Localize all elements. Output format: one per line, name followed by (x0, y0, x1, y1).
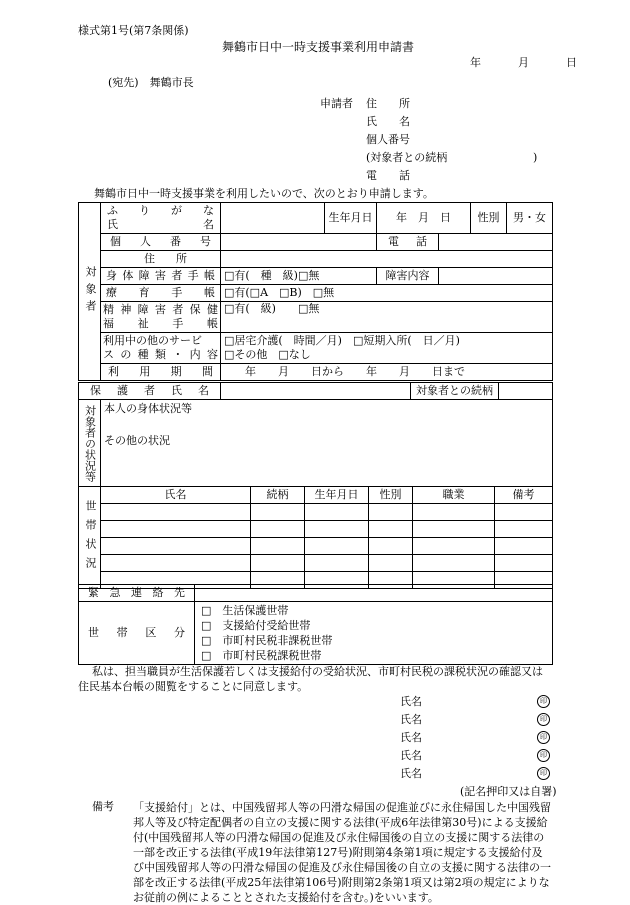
date-fields (470, 56, 577, 70)
signature-note: (記名押印又は自署) (460, 785, 557, 798)
date-year: 年 (470, 56, 481, 69)
applicant-label: 申請者 (320, 97, 353, 110)
applicant-relation-label: (対象者との続柄 (366, 151, 448, 164)
birthdate-label: 生年月日 (325, 203, 377, 234)
category-options[interactable] (195, 602, 553, 665)
stamp-icon: 印 (537, 695, 550, 708)
target-phone-label: 電 話 (377, 234, 439, 251)
table-row (79, 521, 553, 538)
guardian-relation-label: 対象者との続柄 (411, 383, 499, 400)
stamp-icon: 印 (537, 731, 550, 744)
physical-cert-label: 身 体 障 害 者 手 帳 (101, 268, 221, 285)
mental-cert-value[interactable]: □有( 級) □無 (221, 302, 553, 333)
other-service-value[interactable]: □居宅介護( 時間／月) □短期入所( 日／月) □その他 □なし (221, 333, 553, 364)
category-option-welfare[interactable]: □ 生活保護世帯 (201, 604, 289, 617)
household-header-occupation: 職業 (413, 487, 495, 504)
form-number: 様式第1号(第7条関係) (78, 24, 189, 37)
household-header-remarks: 備考 (495, 487, 553, 504)
condition-table (78, 399, 553, 487)
remarks-label: 備考 (92, 800, 114, 813)
household-header-relation: 続柄 (251, 487, 305, 504)
personal-number-label: 個 人 番 号 (101, 234, 221, 251)
date-day: 日 (566, 56, 577, 69)
household-table (78, 486, 553, 589)
ryoiku-value[interactable]: □有(□A □B) □無 (221, 285, 553, 302)
signature-row[interactable]: 氏名 印 (400, 767, 550, 781)
guardian-table (78, 382, 553, 400)
mental-cert-label: 精 神 障 害 者 保 健 福 祉 手 帳 (101, 302, 221, 333)
category-option-nontaxable[interactable]: □ 市町村民税非課税世帯 (201, 634, 333, 647)
target-phone-field[interactable] (439, 234, 553, 251)
condition-side-label: 対象者の状況等 (79, 400, 101, 487)
remarks-text: 「支援給付」とは、中国残留邦人等の円滑な帰国の促進並びに永住帰国した中国残留邦人等及び特定配偶者の自立の支援に関する法律(平成6年法律第30号)による支援給付(中国残留邦人等の円滑な帰国の促進及び永住帰国後の自立の支援に関する法律の一部を改正する法律(平成19年法律第127号)附則第4条第1項に規定する支援給付及び中国残留邦人等の円滑な帰国の促進及び永住帰国後の自立の支援に関する法律の一部を改正する法律(平成25年法律第106号)附則第2条第1項又は第2項の規定によりなお従前の例によることとされた支援給付を含む。)をいいます。 (133, 801, 551, 904)
gender-options[interactable]: 男・女 (507, 203, 553, 234)
table-row (79, 538, 553, 555)
furigana-name-label (101, 203, 221, 234)
furigana-label: ふ り が な (107, 204, 214, 218)
target-address-label: 住 所 (101, 251, 221, 268)
guardian-relation-field[interactable] (499, 383, 553, 400)
period-label: 利 用 期 間 (101, 364, 221, 381)
applicant-address-label: 住 所 (366, 97, 410, 110)
signature-row[interactable]: 氏名 印 (400, 713, 550, 727)
application-form-table (78, 202, 553, 381)
emergency-category-table (78, 584, 553, 665)
signature-row[interactable]: 氏名 印 (400, 731, 550, 745)
intro-text: 舞鶴市日中一時支援事業を利用したいので、次のとおり申請します。 (94, 187, 434, 200)
applicant-id-label: 個人番号 (366, 133, 410, 146)
household-header-gender: 性別 (369, 487, 413, 504)
applicant-relation-close: ) (533, 151, 538, 164)
gender-label: 性別 (471, 203, 507, 234)
birthdate-value[interactable]: 年 月 日 (377, 203, 471, 234)
physical-cert-value[interactable]: □有( 種 級)□無 (221, 268, 377, 285)
household-header-name: 氏名 (101, 487, 251, 504)
consent-text: 私は、担当職員が生活保護若しくは支援給付の受給状況、市町村民税の課税状況の確認又は住民基本台帳の閲覧をすることに同意します。 (78, 665, 543, 693)
target-side-label: 対象者 (79, 203, 101, 381)
target-address-field[interactable] (221, 251, 553, 268)
stamp-icon: 印 (537, 713, 550, 726)
applicant-phone-label: 電 話 (366, 169, 410, 182)
signature-row[interactable]: 氏名 印 (400, 749, 550, 763)
household-side-label: 世帯状況 (79, 487, 101, 589)
category-label: 世 帯 区 分 (79, 602, 195, 665)
emergency-label: 緊 急 連 絡 先 (79, 585, 195, 602)
category-option-support[interactable]: □ 支援給付受給世帯 (201, 619, 311, 632)
emergency-field[interactable] (195, 585, 553, 602)
addressee: (宛先) 舞鶴市長 (108, 76, 194, 89)
stamp-icon: 印 (537, 767, 550, 780)
condition-content[interactable] (101, 400, 553, 487)
applicant-name-label: 氏 名 (366, 115, 410, 128)
household-header-birthdate: 生年月日 (305, 487, 369, 504)
signature-row[interactable]: 氏名 印 (400, 695, 550, 709)
guardian-name-field[interactable] (221, 383, 411, 400)
guardian-name-label: 保 護 者 氏 名 (79, 383, 221, 400)
target-name-field[interactable] (221, 203, 325, 234)
table-row (79, 504, 553, 521)
condition-other: その他の状況 (104, 433, 170, 447)
other-service-label: 利用中の他のサービ ス の 種 類 ・ 内 容 (101, 333, 221, 364)
disability-field[interactable] (439, 268, 553, 285)
ryoiku-label: 療 育 手 帳 (101, 285, 221, 302)
disability-label: 障害内容 (377, 268, 439, 285)
date-month: 月 (518, 56, 529, 69)
personal-number-field[interactable] (221, 234, 377, 251)
condition-physical: 本人の身体状況等 (104, 402, 192, 415)
table-row (79, 555, 553, 572)
stamp-icon: 印 (537, 749, 550, 762)
name-label: 氏 名 (107, 218, 214, 231)
category-option-taxable[interactable]: □ 市町村民税課税世帯 (201, 649, 322, 662)
period-value[interactable]: 年 月 日から 年 月 日まで (221, 364, 553, 381)
page-title: 舞鶴市日中一時支援事業利用申請書 (222, 40, 415, 54)
